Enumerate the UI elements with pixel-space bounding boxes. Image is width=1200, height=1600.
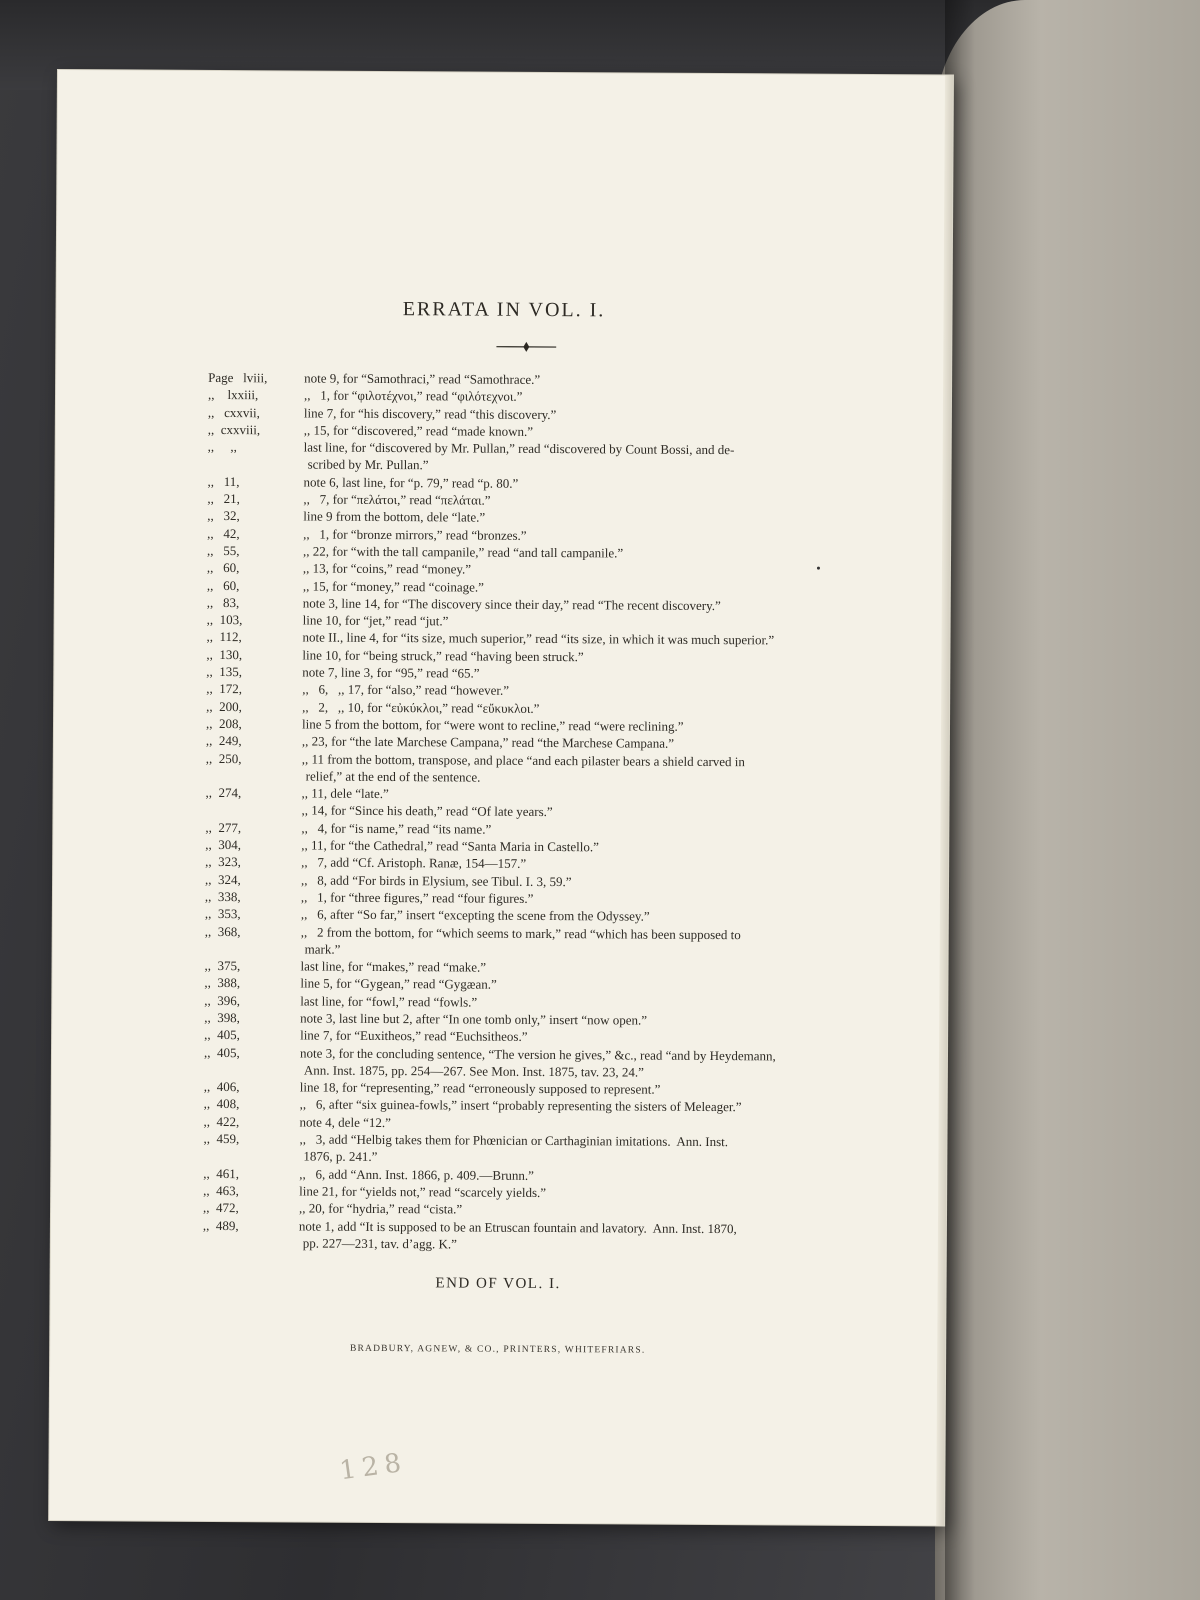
- page-reference: ,, 60,: [206, 577, 240, 593]
- correction-text: line 7, for “Euxitheos,” read “Euchsitheos.”: [300, 1027, 528, 1045]
- correction-text: ,, 15, for “discovered,” read “made known.”: [303, 422, 534, 439]
- correction-text: ,, 2 from the bottom, for “which seems to mark,” read “which has been supposed to: [300, 923, 741, 942]
- correction-text: ,, 14, for “Since his death,” read “Of late years.”: [301, 802, 553, 820]
- correction-continuation: relief,” at the end of the sentence.: [305, 768, 481, 785]
- correction-text: line 21, for “yields not,” read “scarcely yields.”: [299, 1183, 547, 1200]
- correction-text: line 5, for “Gygean,” read “Gygæan.”: [300, 975, 497, 993]
- correction-text: ,, 3, add “Helbig takes them for Phœnician or Carthaginian imitations. Ann. Inst.: [299, 1131, 729, 1150]
- page-reference: [205, 814, 301, 815]
- correction-text: note II., line 4, for “its size, much superior,” read “its size, in which it was much superior.”: [302, 629, 775, 648]
- page-reference: ,, 489,: [202, 1217, 239, 1233]
- page-reference: ,, 405,: [204, 1027, 240, 1043]
- page-reference: ,, 388,: [204, 975, 241, 991]
- page-reference: ,, 83,: [206, 594, 240, 610]
- correction-text: last line, for “makes,” read “make.”: [300, 958, 487, 975]
- correction-text: note 7, line 3, for “95,” read “65.”: [302, 664, 480, 681]
- page-reference: ,, 304,: [205, 836, 242, 853]
- correction-continuation: mark.”: [304, 941, 341, 957]
- correction-text: note 9, for “Samothraci,” read “Samothrace.”: [304, 370, 541, 387]
- page-reference: ,, 324,: [205, 871, 241, 887]
- correction-text: note 3, for the concluding sentence, “The version he gives,” &c., read “and by Heydemann,: [299, 1045, 776, 1063]
- page-reference: ,, cxxvii,: [207, 404, 260, 420]
- correction-text: ,, 8, add “For birds in Elysium, see Tibul. I. 3, 59.”: [301, 872, 572, 889]
- page-reference: ,, 250,: [205, 750, 242, 766]
- page-reference: ,, 11,: [207, 473, 240, 489]
- page-reference: ,, 55,: [207, 542, 240, 559]
- page-reference: ,, 103,: [206, 612, 243, 628]
- title-ornament: [496, 341, 556, 353]
- correction-text: line 9 from the bottom, dele “late.”: [303, 508, 486, 525]
- correction-text: note 3, last line but 2, after “In one tomb only,” insert “now open.”: [300, 1010, 648, 1028]
- page-reference: ,, 406,: [203, 1079, 240, 1095]
- page-reference: ,, 398,: [204, 1009, 241, 1026]
- end-of-volume: END OF VOL. I.: [435, 1275, 561, 1293]
- page-reference: ,, 21,: [207, 490, 240, 507]
- correction-text: line 7, for “his discovery,” read “this discovery.”: [303, 405, 557, 422]
- page-reference: ,, 249,: [205, 733, 242, 749]
- correction-text: ,, 23, for “the late Marchese Campana,” read “the Marchese Campana.”: [301, 733, 675, 752]
- page-reference: ,, 459,: [203, 1130, 240, 1147]
- correction-text: ,, 6, after “six guinea-fowls,” insert “probably representing the sisters of Meleager.”: [299, 1096, 742, 1115]
- correction-text: line 10, for “being struck,” read “having been struck.”: [302, 647, 584, 664]
- correction-continuation: pp. 227—231, tav. d’agg. K.”: [302, 1235, 457, 1252]
- correction-continuation: Ann. Inst. 1875, pp. 254—267. See Mon. Inst. 1875, tav. 23, 24.”: [303, 1062, 644, 1080]
- errata-list: [203, 369, 858, 1255]
- correction-text: ,, 7, for “πελάτοι,” read “πελάται.”: [303, 491, 491, 508]
- page-reference: ,, 338,: [204, 888, 241, 905]
- correction-text: ,, 1, for “bronze mirrors,” read “bronzes.”: [303, 526, 527, 543]
- page-reference: ,, 323,: [205, 854, 241, 870]
- page-reference: ,, 42,: [207, 525, 240, 541]
- page-reference: ,, 463,: [203, 1182, 239, 1199]
- correction-text: ,, 11 from the bottom, transpose, and place “and each pilaster bears a shield carved in: [301, 751, 746, 769]
- correction-text: ,, 6, add “Ann. Inst. 1866, p. 409.—Brunn.”: [299, 1166, 535, 1183]
- page-reference: ,, 172,: [206, 681, 243, 697]
- book-page: [49, 70, 953, 1525]
- printer-imprint: BRADBURY, AGNEW, & CO., PRINTERS, WHITEFRIARS.: [349, 1343, 646, 1356]
- page-reference: ,, 408,: [203, 1096, 240, 1112]
- pencil-annotation: 128: [337, 1447, 409, 1487]
- correction-text: ,, 4, for “is name,” read “its name.”: [301, 820, 492, 837]
- page-reference: ,, lxxiii,: [207, 387, 259, 403]
- page-reference: ,, 200,: [206, 698, 242, 714]
- correction-text: ,, 11, for “the Cathedral,” read “Santa Maria in Castello.”: [301, 837, 599, 855]
- correction-text: ,, 20, for “hydria,” read “cista.”: [299, 1200, 463, 1217]
- correction-text: line 10, for “jet,” read “jut.”: [302, 612, 449, 629]
- page-reference: ,, 422,: [203, 1113, 240, 1129]
- page-reference: ,, 461,: [203, 1165, 240, 1181]
- correction-text: ,, 15, for “money,” read “coinage.”: [302, 578, 484, 595]
- correction-continuation: 1876, p. 241.”: [303, 1148, 378, 1165]
- page-reference: ,, cxxviii,: [207, 421, 261, 438]
- correction-text: ,, 6, after “So far,” insert “excepting the scene from the Odyssey.”: [300, 906, 650, 924]
- page-reference: ,, 135,: [206, 663, 243, 680]
- page-reference: ,, 353,: [204, 906, 241, 922]
- page-reference: ,, ,,: [207, 439, 237, 455]
- page-reference: ,, 208,: [205, 715, 242, 732]
- page-reference: ,, 375,: [204, 958, 241, 974]
- correction-text: ,, 7, add “Cf. Aristoph. Ranæ, 154—157.”: [301, 854, 527, 872]
- correction-text: note 4, dele “12.”: [299, 1114, 391, 1130]
- correction-text: ,, 11, dele “late.”: [301, 785, 389, 802]
- correction-text: ,, 2, ,, 10, for “εὐκύκλοι,” read “εὔκυκλοι.”: [302, 699, 540, 716]
- page-reference: ,, 274,: [205, 785, 242, 801]
- correction-text: ,, 1, for “three figures,” read “four figures.”: [300, 889, 534, 906]
- page-reference: ,, 60,: [206, 560, 240, 576]
- page-reference: ,, 405,: [203, 1044, 240, 1060]
- correction-text: note 3, line 14, for “The discovery since their day,” read “The recent discovery.”: [302, 595, 721, 613]
- correction-continuation: scribed by Mr. Pullan.”: [307, 457, 429, 473]
- page-reference: ,, 112,: [206, 629, 242, 645]
- ink-speck: [817, 567, 820, 570]
- page-reference: ,, 472,: [203, 1200, 239, 1216]
- page-reference: ,, 396,: [204, 992, 241, 1008]
- correction-text: ,, 6, ,, 17, for “also,” read “however.”: [302, 681, 510, 699]
- page-reference: ,, 277,: [205, 819, 242, 835]
- page-reference: ,, 130,: [206, 646, 243, 662]
- correction-text: last line, for “fowl,” read “fowls.”: [300, 993, 478, 1010]
- correction-text: last line, for “discovered by Mr. Pullan,” read “discovered by Count Bossi, and de-: [303, 439, 735, 458]
- correction-text: line 5 from the bottom, for “were wont to recline,” read “were reclining.”: [301, 716, 684, 734]
- page-reference: ,, 368,: [204, 923, 241, 939]
- correction-text: note 1, add “It is supposed to be an Etruscan fountain and lavatory. Ann. Inst. 1870,: [298, 1218, 737, 1236]
- correction-text: ,, 1, for “φιλοτέχνοι,” read “φιλότεχνοι.”: [303, 387, 523, 405]
- page-reference: Page lviii,: [208, 369, 268, 386]
- page-reference: ,, 32,: [207, 508, 240, 524]
- correction-text: note 6, last line, for “p. 79,” read “p. 80.”: [303, 474, 519, 491]
- correction-text: ,, 13, for “coins,” read “money.”: [302, 560, 472, 577]
- correction-text: ,, 22, for “with the tall campanile,” read “and tall campanile.”: [303, 543, 624, 561]
- page-title: ERRATA IN VOL. I.: [402, 298, 606, 322]
- correction-text: line 18, for “representing,” read “erroneously supposed to represent.”: [299, 1079, 661, 1097]
